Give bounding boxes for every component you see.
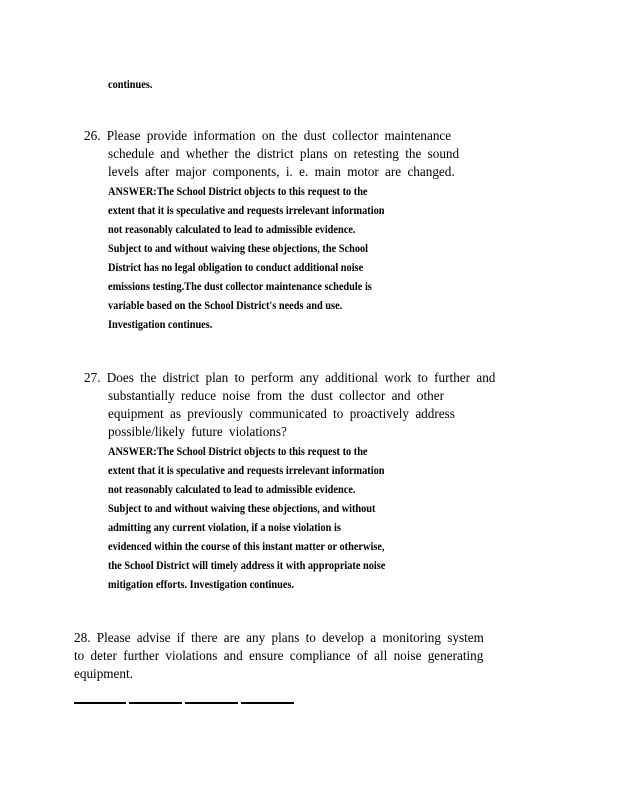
question-27-line-3: equipment as previously communicated to proactively address <box>108 406 455 421</box>
answer-26-line-6: emissions testing.The dust collector maintenance schedule is <box>108 279 372 293</box>
question-27-line-1: 27. Does the district plan to perform any additional work to further and <box>84 370 496 385</box>
question-26-line-2: schedule and whether the district plans on retesting the sound <box>108 146 460 161</box>
question-27-number: 27. <box>84 370 101 385</box>
answer-27-line-5: admitting any current violation, if a noise violation is <box>108 520 341 534</box>
answer-26-line-7: variable based on the School District's needs and use. <box>108 298 343 312</box>
answer-27-line-4: Subject to and without waiving these objections, and without <box>108 501 376 515</box>
blank-segment <box>129 702 182 704</box>
answer-26-line-1: ANSWER:The School District objects to this request to the <box>108 184 368 198</box>
question-28-line-2: to deter further violations and ensure compliance of all noise generating <box>74 648 484 663</box>
blank-segment <box>241 702 294 704</box>
answer-26-line-8: Investigation continues. <box>108 317 213 331</box>
question-27-line-2: substantially reduce noise from the dust collector and other <box>108 388 445 403</box>
answer-26-line-2: extent that it is speculative and requests irrelevant information <box>108 203 385 217</box>
answer-27-line-7: the School District will timely address it with appropriate noise <box>108 558 386 572</box>
question-28-line-3: equipment. <box>74 666 133 681</box>
answer-26-line-4: Subject to and without waiving these objections, the School <box>108 241 369 255</box>
answer-27-line-1: ANSWER:The School District objects to this request to the <box>108 444 368 458</box>
question-28-line-1: 28. Please advise if there are any plans to develop a monitoring system <box>74 630 484 645</box>
continues-text: continues. <box>108 77 153 91</box>
answer-27-line-6: evidenced within the course of this instant matter or otherwise, <box>108 539 385 553</box>
question-26-line-3: levels after major components, i. e. main motor are changed. <box>108 164 455 179</box>
answer-blank-line <box>74 702 294 706</box>
question-27-line-4: possible/likely future violations? <box>108 424 287 439</box>
blank-segment <box>74 702 126 704</box>
answer-26-line-5: District has no legal obligation to conduct additional noise <box>108 260 364 274</box>
answer-27-line-2: extent that it is speculative and requests irrelevant information <box>108 463 385 477</box>
question-26-number: 26. <box>84 128 101 143</box>
answer-27-line-3: not reasonably calculated to lead to admissible evidence. <box>108 482 356 496</box>
question-26-line-1: 26. Please provide information on the dust collector maintenance <box>84 128 452 143</box>
answer-26-line-3: not reasonably calculated to lead to admissible evidence. <box>108 222 356 236</box>
answer-27-line-8: mitigation efforts. Investigation continues. <box>108 577 295 591</box>
blank-segment <box>185 702 238 704</box>
